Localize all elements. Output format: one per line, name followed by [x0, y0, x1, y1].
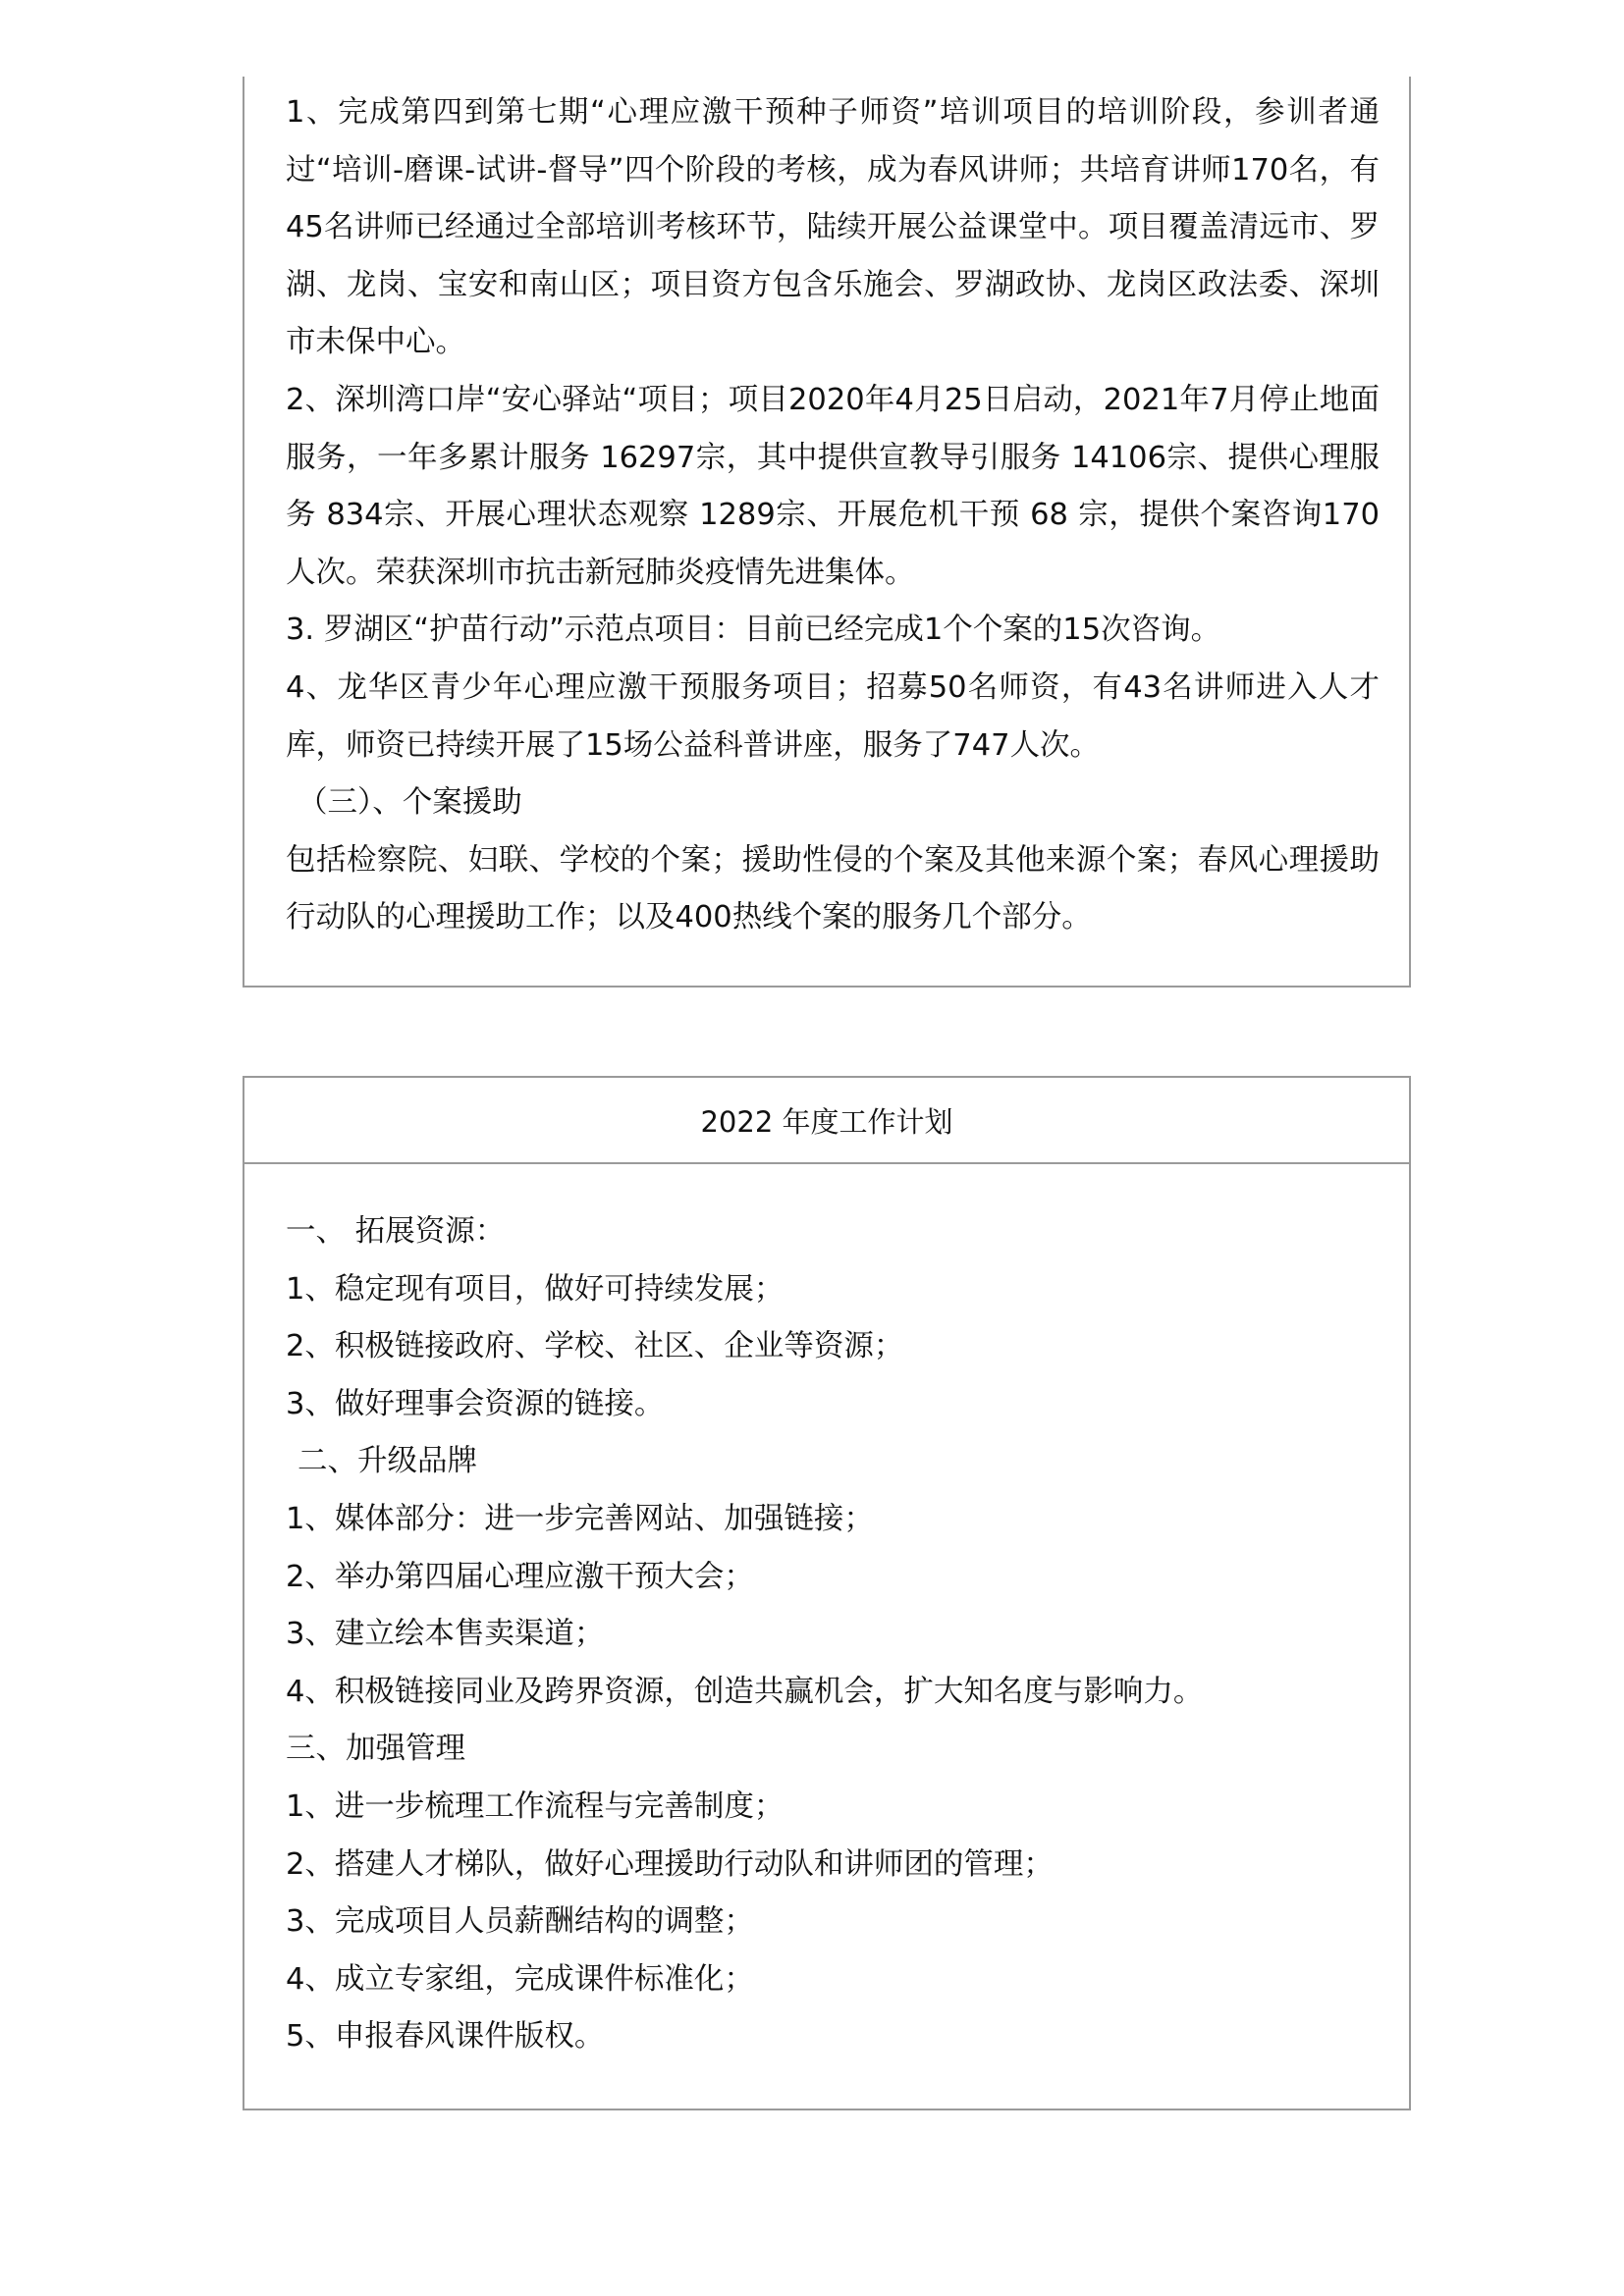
plan-item: 3、完成项目人员薪酬结构的调整；	[286, 1904, 754, 1940]
summary-paragraph-longhua-project: 4、龙华区青少年心理应激干预服务项目；招募50名师资，有43名讲师进入人才库，师资已持续开展了15场公益科普讲座，服务了747人次。	[286, 669, 1380, 763]
work-plan-content	[286, 1203, 1380, 2066]
plan-item: 3、做好理事会资源的链接。	[286, 1386, 665, 1421]
plan-item: 2、积极链接政府、学校、社区、企业等资源；	[286, 1329, 904, 1364]
plan-heading-upgrade-brand: 二、升级品牌	[298, 1444, 477, 1479]
plan-item: 1、媒体部分：进一步完善网站、加强链接；	[286, 1501, 874, 1536]
work-plan-title: 2022 年度工作计划	[244, 1078, 1409, 1164]
section-heading-case-aid: （三）、个案援助	[298, 785, 522, 821]
plan-heading-strengthen-management: 三、加强管理	[286, 1732, 465, 1767]
plan-item: 2、举办第四届心理应激干预大会；	[286, 1559, 754, 1594]
summary-paragraph-port-station: 2、深圳湾口岸“安心驿站“项目；项目2020年4月25日启动，2021年7月停止地面服务，一年多累计服务 16297宗，其中提供宣教导引服务 14106宗、提供心理服务 834宗、开展心理状态观察 1289宗、开展危机干预 68 宗，提供个案咨询170人次。荣获深圳市抗击新冠肺炎疫情先进集体。	[286, 382, 1380, 590]
plan-item: 4、成立专家组，完成课件标准化；	[286, 1961, 754, 1997]
summary-paragraph-training: 1、完成第四到第七期“心理应激干预种子师资”培训项目的培训阶段，参训者通过“培训-磨课-试讲-督导”四个阶段的考核，成为春风讲师；共培育讲师170名，有45名讲师已经通过全部培训考核环节，陆续开展公益课堂中。项目覆盖清远市、罗湖、龙岗、宝安和南山区；项目资方包含乐施会、罗湖政协、龙岗区政法委、深圳市未保中心。	[286, 95, 1380, 360]
plan-item: 1、进一步梳理工作流程与完善制度；	[286, 1789, 785, 1824]
summary-paragraph-case-aid: 包括检察院、妇联、学校的个案；援助性侵的个案及其他来源个案；春风心理援助行动队的心理援助工作；以及400热线个案的服务几个部分。	[286, 842, 1380, 935]
plan-heading-expand-resources: 一、 拓展资源：	[286, 1214, 506, 1249]
plan-item: 2、搭建人才梯队，做好心理援助行动队和讲师团的管理；	[286, 1846, 1054, 1882]
work-summary-content	[286, 84, 1380, 947]
plan-item: 4、积极链接同业及跨界资源，创造共赢机会，扩大知名度与影响力。	[286, 1674, 1204, 1709]
plan-item: 1、稳定现有项目，做好可持续发展；	[286, 1271, 785, 1307]
work-plan-box	[243, 1076, 1411, 2110]
work-summary-box	[243, 77, 1411, 988]
plan-item: 5、申报春风课件版权。	[286, 2019, 605, 2055]
plan-item: 3、建立绘本售卖渠道；	[286, 1617, 605, 1652]
summary-paragraph-luohu-project: 3. 罗湖区“护苗行动”示范点项目：目前已经完成1个个案的15次咨询。	[286, 613, 1221, 648]
